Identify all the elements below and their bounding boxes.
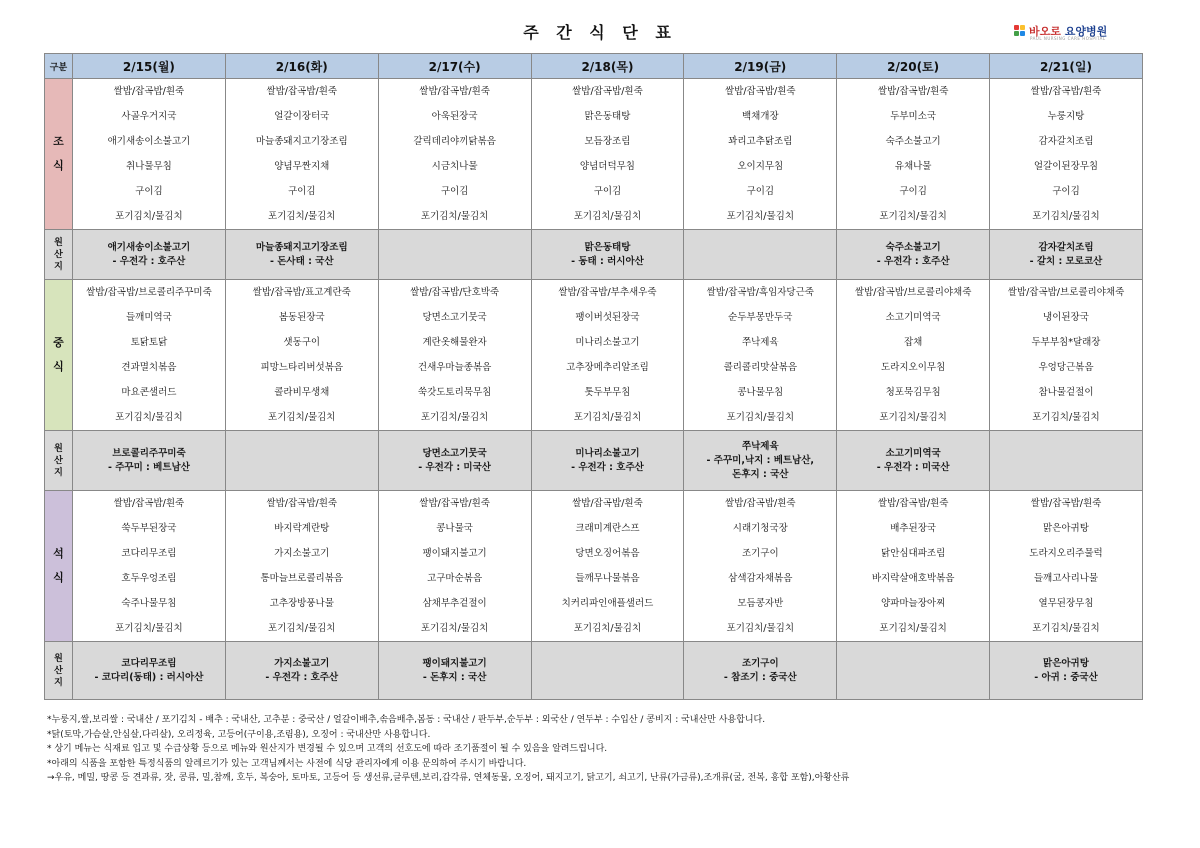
dish-item: 두부미소국	[890, 111, 937, 122]
dish-item: 맑은동태탕	[584, 111, 631, 122]
origin-cell	[837, 642, 990, 700]
dish-item: 포기김치/물김치	[1032, 623, 1100, 634]
note-line: *누룽지,쌀,보리쌀 : 국내산 / 포기김치 - 배추 : 국내산, 고추분 : 중국산 / 얼갈이배추,솎음배추,봄동 : 국내산 / 판두부,순두부 : 외국산 / 연두부 : 수입산 / 콩비지 : 국내산만 사용합니다.	[47, 715, 766, 725]
dish-item: 콜리콜리맛살볶음	[723, 362, 797, 373]
origin-line: - 코다리(동태) : 러시아산	[94, 671, 204, 683]
dish-item: 조기구이	[741, 548, 779, 559]
dish-item: 포기김치/물김치	[420, 211, 489, 222]
header-day: 2/21(일)	[990, 54, 1143, 79]
origin-line: - 우전각 : 미국산	[418, 461, 491, 473]
dish-item: 양념더덕무침	[579, 161, 635, 172]
header-day: 2/16(화)	[225, 54, 378, 79]
dinner-row	[45, 491, 1143, 642]
dish-item: 톳두부무침	[584, 387, 631, 398]
dish-item: 포기김치/물김치	[879, 211, 947, 222]
header-day: 2/18(목)	[531, 54, 684, 79]
dish-item: 들깨고사리나물	[1033, 573, 1099, 584]
lunch-label-char: 중	[53, 336, 64, 349]
dish-item: 오이지무침	[737, 161, 784, 172]
origin-cell	[531, 431, 684, 491]
dish-item: 미나리소불고기	[575, 337, 640, 348]
dish-item: 쌀밥/잡곡밥/흰죽	[877, 86, 949, 97]
dish-item: 포기김치/물김치	[726, 211, 795, 222]
dish-item: 누룽지탕	[1047, 111, 1085, 122]
day-meal-cell	[531, 79, 684, 230]
dish-item: 쌀밥/잡곡밥/브로콜리주꾸미죽	[86, 287, 212, 298]
origin-line: 숙주소불고기	[885, 241, 941, 253]
dish-item: 포기김치/물김치	[573, 412, 642, 423]
dish-item: 포기김치/물김치	[573, 623, 642, 634]
dish-item: 들깨무나물볶음	[575, 573, 640, 584]
dish-item: 꽈리고추닭조림	[728, 136, 793, 147]
dish-item: 들깨미역국	[125, 312, 172, 323]
dish-item: 마요콘샐러드	[121, 387, 177, 398]
dish-item: 구이김	[135, 186, 163, 197]
dish-item: 숙주나물무침	[121, 598, 177, 609]
origin-cell	[225, 230, 378, 280]
day-meal-cell	[837, 79, 990, 230]
origin-cell	[73, 642, 226, 700]
dish-item: 참나물겉절이	[1038, 387, 1094, 398]
dish-item: 건새우마늘종볶음	[417, 362, 492, 373]
dish-item: 바지락계란탕	[274, 523, 330, 534]
dish-item: 열무된장무침	[1038, 598, 1094, 609]
dish-item: 백채개장	[741, 111, 779, 122]
dish-item: 구이김	[593, 186, 622, 197]
dish-item: 봄동된장국	[278, 312, 325, 323]
origin-line: 맑은아귀탕	[1043, 657, 1089, 669]
dish-item: 갈릭데리야끼닭볶음	[413, 136, 496, 147]
origin-cell	[73, 431, 226, 491]
origin-line: - 우전각 : 호주산	[876, 255, 950, 267]
origin-label-char: 원	[54, 653, 63, 664]
dish-item: 순두부몽만두국	[728, 312, 793, 323]
origin-cell	[378, 230, 531, 280]
dish-item: 사골우거지국	[121, 111, 177, 122]
header-day: 2/20(토)	[837, 54, 990, 79]
origin-line: - 주꾸미,낙지 : 베트남산,	[706, 454, 815, 466]
dish-item: 토닭토닭	[130, 337, 168, 348]
dish-item: 구이김	[440, 186, 469, 197]
origin-label	[45, 230, 73, 280]
lunch-row	[45, 280, 1143, 431]
dish-item: 삼채부추겉절이	[422, 598, 487, 609]
dish-item: 가지소불고기	[274, 548, 330, 559]
dish-item: 양념무짠지채	[274, 161, 330, 172]
dish-item: 포기김치/물김치	[1032, 412, 1100, 423]
dish-item: 포기김치/물김치	[420, 412, 489, 423]
origin-label-char: 원	[54, 443, 63, 454]
day-meal-cell	[684, 491, 837, 642]
origin-cell	[837, 431, 990, 491]
dish-item: 쌀밥/잡곡밥/흰죽	[572, 86, 643, 97]
dish-item: 팽이버섯된장국	[575, 312, 640, 323]
origin-label-char: 원	[54, 237, 63, 248]
day-meal-cell	[225, 79, 378, 230]
dish-item: 포기김치/물김치	[879, 623, 947, 634]
dish-item: 모듬장조림	[584, 136, 631, 147]
header-day: 2/19(금)	[684, 54, 837, 79]
dish-item: 닭안심대파조림	[881, 548, 946, 559]
origin-line: 애기새송이소불고기	[107, 241, 191, 253]
dish-item: 우엉당근볶음	[1038, 362, 1094, 373]
dish-item: 쑥두부된장국	[121, 523, 177, 534]
origin-cell	[73, 230, 226, 280]
day-meal-cell	[378, 491, 531, 642]
logo-mark-icon	[1014, 25, 1026, 37]
day-meal-cell	[225, 491, 378, 642]
lunch-origin-row	[45, 431, 1143, 491]
header-day: 2/17(수)	[378, 54, 531, 79]
origin-line: - 갈치 : 모로코산	[1029, 255, 1103, 267]
origin-label	[45, 431, 73, 491]
origin-label	[45, 642, 73, 700]
day-meal-cell	[990, 79, 1143, 230]
dish-item: 쌀밥/잡곡밥/흰죽	[266, 86, 338, 97]
dish-item: 고추장방풍나물	[269, 598, 334, 609]
dish-item: 맑은아귀탕	[1043, 523, 1089, 534]
breakfast-label-char: 조	[53, 135, 64, 148]
origin-label-char: 산	[54, 249, 63, 260]
dish-item: 샛동구이	[283, 337, 321, 348]
dish-item: 포기김치/물김치	[115, 211, 183, 222]
day-meal-cell	[73, 280, 226, 431]
day-meal-cell	[990, 280, 1143, 431]
header-gubun: 구분	[45, 54, 73, 79]
origin-line: - 아귀 : 중국산	[1034, 671, 1098, 683]
origin-cell	[990, 230, 1143, 280]
origin-cell	[684, 642, 837, 700]
dish-item: 모듬콩자반	[737, 598, 784, 609]
dish-item: 포기김치/물김치	[115, 412, 183, 423]
dish-item: 포기김치/물김치	[420, 623, 489, 634]
dish-item: 포기김치/물김치	[115, 623, 183, 634]
dish-item: 쌀밥/잡곡밥/흰죽	[724, 498, 796, 509]
dish-item: 쌀밥/잡곡밥/흰죽	[1030, 498, 1102, 509]
dish-item: 냉이된장국	[1043, 312, 1089, 323]
origin-line: - 돈후지 : 국산	[422, 671, 487, 683]
dish-item: 쌀밥/잡곡밥/흰죽	[572, 498, 643, 509]
dish-item: 소고기미역국	[885, 312, 941, 323]
dish-item: 고구마순볶음	[427, 573, 483, 584]
dish-item: 포기김치/물김치	[1032, 211, 1100, 222]
origin-line: 가지소불고기	[274, 657, 330, 669]
page-title: 주 간 식 단 표	[523, 23, 677, 42]
day-meal-cell	[684, 280, 837, 431]
dish-item: 콩나물국	[436, 523, 473, 534]
origin-line: 코다리무조림	[121, 657, 177, 669]
origin-label-char: 산	[54, 665, 63, 676]
dish-item: 치커리파인애플샐러드	[561, 598, 654, 609]
origin-cell	[378, 431, 531, 491]
origin-line: 소고기미역국	[885, 447, 941, 459]
dish-item: 쌀밥/잡곡밥/흰죽	[266, 498, 338, 509]
dish-item: 구이김	[1052, 186, 1080, 197]
dish-item: 감자갈치조림	[1038, 136, 1094, 147]
dish-item: 콜라비무생채	[274, 387, 330, 398]
breakfast-label-char: 식	[53, 159, 64, 172]
dish-item: 포기김치/물김치	[726, 623, 795, 634]
origin-cell	[531, 230, 684, 280]
dish-item: 쌀밥/잡곡밥/부추새우죽	[558, 287, 657, 298]
dish-item: 쌀밥/잡곡밥/표고계란죽	[252, 287, 351, 298]
dish-item: 포기김치/물김치	[268, 211, 336, 222]
day-meal-cell	[225, 280, 378, 431]
origin-cell	[378, 642, 531, 700]
dish-item: 팽이돼지불고기	[422, 548, 487, 559]
dinner-label	[45, 491, 73, 642]
dish-item: 마늘종돼지고기장조림	[255, 136, 348, 147]
note-line: →우유, 메밀, 땅콩 등 견과류, 잣, 콩류, 밀,참깨, 호두, 복숭아, 토마토, 고등어 등 생선류,글루텐,보리,갑각류, 연체동물, 오징어, 돼지고기, 닭고기, 쇠고기, 난류(가금류),조개류(굴, 전복, 홍합 포함),아황산류	[47, 773, 850, 783]
dish-item: 코다리무조림	[121, 548, 177, 559]
dish-item: 통마늘브로콜리볶음	[260, 573, 344, 584]
dish-item: 구이김	[288, 186, 316, 197]
logo-brand-rest: 요양병원	[1060, 25, 1108, 38]
dish-item: 시래기청국장	[732, 523, 788, 534]
day-meal-cell	[378, 79, 531, 230]
dish-item: 쌀밥/잡곡밥/흰죽	[1030, 86, 1102, 97]
header-day: 2/15(월)	[73, 54, 226, 79]
dish-item: 쌀밥/잡곡밥/단호박죽	[410, 287, 500, 298]
day-meal-cell	[990, 491, 1143, 642]
dinner-label-char: 식	[53, 571, 64, 584]
logo-subtitle: PAUL NURSING CARE HOSPITAL	[1030, 36, 1106, 41]
origin-cell	[990, 431, 1143, 491]
day-meal-cell	[531, 280, 684, 431]
origin-line: 미나리소불고기	[575, 447, 640, 459]
origin-line: 마늘종돼지고기장조림	[255, 241, 348, 253]
dish-item: 양파마늘장아찌	[881, 598, 946, 609]
dish-item: 쌀밥/잡곡밥/흰죽	[113, 498, 185, 509]
logo-brand: 바오로	[1029, 25, 1061, 38]
dish-item: 애기새송이소불고기	[107, 136, 191, 147]
dish-item: 콩나물무침	[737, 387, 784, 398]
dish-item: 쌀밥/잡곡밥/흰죽	[113, 86, 185, 97]
origin-cell	[225, 642, 378, 700]
breakfast-row	[45, 79, 1143, 230]
dish-item: 쌀밥/잡곡밥/브로콜리야채죽	[854, 287, 972, 298]
origin-line: - 우전각 : 미국산	[876, 461, 950, 473]
day-meal-cell	[73, 79, 226, 230]
dish-item: 도라지오이무침	[881, 362, 946, 373]
dish-item: 포기김치/물김치	[268, 412, 336, 423]
lunch-label-char: 식	[53, 360, 64, 373]
breakfast-label	[45, 79, 73, 230]
dish-item: 잡채	[903, 337, 923, 348]
origin-line: - 우전각 : 호주산	[112, 255, 186, 267]
header-row	[45, 54, 1143, 79]
day-meal-cell	[837, 491, 990, 642]
dish-item: 포기김치/물김치	[726, 412, 795, 423]
dish-item: 쌀밥/잡곡밥/흑임자당근죽	[706, 287, 814, 298]
day-meal-cell	[378, 280, 531, 431]
origin-cell	[990, 642, 1143, 700]
origin-cell	[837, 230, 990, 280]
origin-line: - 돈사태 : 국산	[269, 255, 334, 267]
origin-cell	[684, 431, 837, 491]
origin-cell	[531, 642, 684, 700]
day-meal-cell	[73, 491, 226, 642]
origin-line: 팽이돼지불고기	[422, 657, 487, 669]
dish-item: 피망느타리버섯볶음	[260, 362, 344, 373]
origin-line: 맑은동태탕	[584, 241, 631, 253]
origin-line: 감자갈치조림	[1038, 241, 1094, 253]
origin-label-char: 산	[54, 455, 63, 466]
origin-line: - 우전각 : 호주산	[265, 671, 339, 683]
origin-line: 쭈낙제육	[741, 440, 779, 452]
dish-item: 아욱된장국	[431, 111, 478, 122]
dish-item: 구이김	[746, 186, 775, 197]
weekly-menu-table	[44, 53, 1143, 700]
dish-item: 얼갈이된장무침	[1033, 161, 1099, 172]
notes	[47, 713, 849, 786]
dish-item: 쌀밥/잡곡밥/흰죽	[877, 498, 949, 509]
dish-item: 쌀밥/잡곡밥/흰죽	[419, 498, 490, 509]
origin-line: - 우전각 : 호주산	[571, 461, 644, 473]
origin-line: 돈후지 : 국산	[732, 468, 789, 480]
dinner-label-char: 석	[53, 547, 64, 560]
dish-item: 포기김치/물김치	[268, 623, 336, 634]
day-meal-cell	[684, 79, 837, 230]
day-meal-cell	[531, 491, 684, 642]
dish-item: 바지락살애호박볶음	[871, 573, 955, 584]
origin-line: 당면소고기뭇국	[422, 447, 487, 459]
day-meal-cell	[837, 280, 990, 431]
origin-label-char: 지	[54, 261, 63, 272]
dish-item: 쑥갓도토리묵무침	[417, 387, 492, 398]
dish-item: 도라지오리주물럭	[1029, 548, 1103, 559]
origin-line: - 동태 : 러시아산	[571, 255, 644, 267]
dish-item: 견과멸치볶음	[121, 362, 177, 373]
dish-item: 쌀밥/잡곡밥/브로콜리야채죽	[1007, 287, 1125, 298]
dish-item: 두부부침*달래장	[1031, 337, 1101, 348]
dish-item: 숙주소불고기	[885, 136, 941, 147]
dish-item: 쌀밥/잡곡밥/흰죽	[724, 86, 796, 97]
note-line: * 상기 메뉴는 식재료 입고 및 수급상황 등으로 메뉴와 원산지가 변경될 수 있으며 고객의 선호도에 따라 조기품절이 될 수 있음을 알려드립니다.	[47, 744, 608, 754]
dish-item: 쭈낙제육	[741, 337, 779, 348]
dish-item: 계란옷해물완자	[422, 337, 487, 348]
dish-item: 당면오징어볶음	[575, 548, 640, 559]
dish-item: 쌀밥/잡곡밥/흰죽	[419, 86, 490, 97]
origin-line: 브로콜리주꾸미죽	[112, 447, 186, 459]
dish-item: 구이김	[899, 186, 927, 197]
origin-label-char: 지	[54, 467, 63, 478]
origin-line: - 참조기 : 중국산	[723, 671, 797, 683]
dish-item: 호두우엉조림	[121, 573, 177, 584]
dish-item: 배추된장국	[890, 523, 937, 534]
dish-item: 청포묵김무침	[885, 387, 941, 398]
dish-item: 삼색감자채볶음	[728, 573, 793, 584]
origin-cell	[225, 431, 378, 491]
dish-item: 얼갈이장터국	[274, 111, 330, 122]
note-line: *아래의 식품을 포함한 특정식품의 알레르기가 있는 고객님께서는 사전에 식당 관리자에게 이용 문의하여 주시기 바랍니다.	[47, 758, 527, 769]
dish-item: 유채나물	[894, 161, 932, 172]
dish-item: 당면소고기뭇국	[422, 312, 487, 323]
origin-line: 조기구이	[741, 657, 779, 669]
dish-item: 고추장메추리알조림	[566, 362, 649, 373]
dish-item: 포기김치/물김치	[879, 412, 947, 423]
dinner-origin-row	[45, 642, 1143, 700]
note-line: *닭(토막,가슴살,안심살,다리살), 오리정육, 고등어(구이용,조림용), 오징어 : 국내산만 사용합니다.	[47, 729, 431, 740]
origin-label-char: 지	[54, 677, 63, 688]
breakfast-origin-row	[45, 230, 1143, 280]
dish-item: 크래미계란스프	[575, 523, 640, 534]
origin-line: - 주꾸미 : 베트남산	[107, 461, 190, 473]
dish-item: 취나물무침	[125, 161, 172, 172]
lunch-label	[45, 280, 73, 431]
origin-cell	[684, 230, 837, 280]
dish-item: 시금치나물	[431, 161, 478, 172]
dish-item: 포기김치/물김치	[573, 211, 642, 222]
